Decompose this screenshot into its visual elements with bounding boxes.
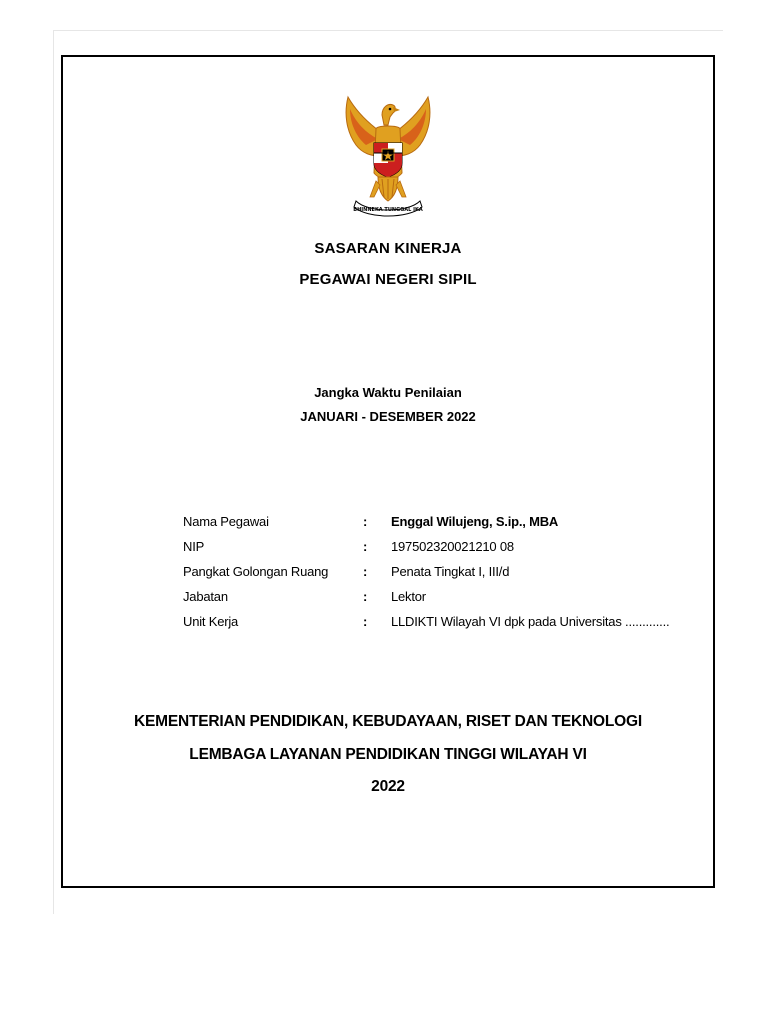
employee-info-row <box>183 509 663 534</box>
employee-info-row <box>183 584 663 609</box>
employee-info-table <box>183 509 670 634</box>
employee-info-row <box>183 609 670 634</box>
employee-unit-value: LLDIKTI Wilayah VI dpk pada Universitas ............. <box>391 614 670 629</box>
institution-name: LEMBAGA LAYANAN PENDIDIKAN TINGGI WILAYAH VI <box>189 746 587 763</box>
employee-rank-label: Pangkat Golongan Ruang <box>183 564 329 579</box>
employee-nip-value: 197502320021210 08 <box>391 539 514 554</box>
assessment-period-value: JANUARI - DESEMBER 2022 <box>300 409 476 424</box>
employee-nip-label: NIP <box>183 539 205 554</box>
document-title-line-2: PEGAWAI NEGERI SIPIL <box>299 271 477 288</box>
employee-position-value: Lektor <box>391 589 426 604</box>
assessment-period-label: Jangka Waktu Penilaian <box>314 385 462 400</box>
svg-text:BHINNEKA TUNGGAL IKA: BHINNEKA TUNGGAL IKA <box>353 207 423 213</box>
employee-rank-value: Penata Tingkat I, III/d <box>391 564 510 579</box>
colon-separator: : <box>363 514 368 529</box>
ministry-name: KEMENTERIAN PENDIDIKAN, KEBUDAYAAN, RISET DAN TEKNOLOGI <box>133 713 642 730</box>
colon-separator: : <box>363 589 368 604</box>
garuda-emblem-icon <box>338 93 438 221</box>
employee-info-row <box>183 534 663 559</box>
colon-separator: : <box>363 614 368 629</box>
employee-position-label: Jabatan <box>183 589 228 604</box>
employee-name-value: Enggal Wilujeng, S.ip., MBA <box>391 514 559 529</box>
employee-info-row <box>183 559 663 584</box>
document-year: 2022 <box>371 778 405 795</box>
colon-separator: : <box>363 564 368 579</box>
employee-unit-label: Unit Kerja <box>183 614 239 629</box>
document-title-line-1: SASARAN KINERJA <box>314 240 462 257</box>
employee-name-label: Nama Pegawai <box>183 514 269 529</box>
colon-separator: : <box>363 539 368 554</box>
